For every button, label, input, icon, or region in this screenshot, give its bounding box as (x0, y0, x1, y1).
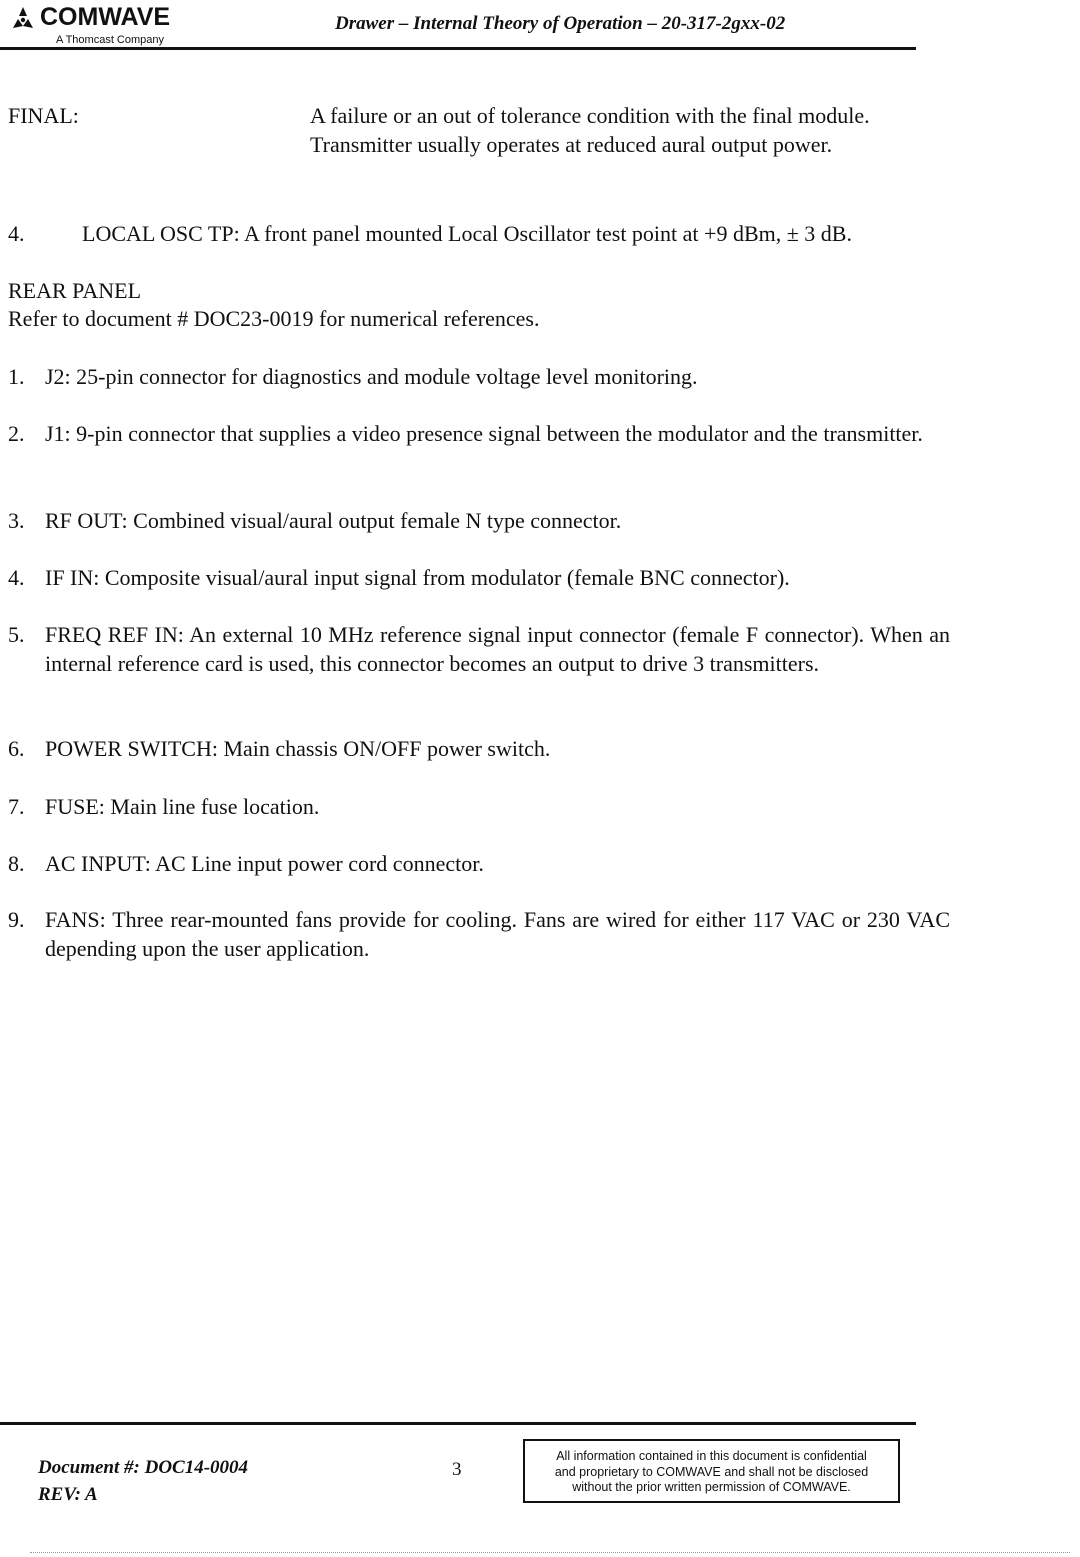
item-number: 4. (8, 565, 25, 590)
rear-panel-reference: Refer to document # DOC23-0019 for numerical references. (8, 306, 540, 331)
item-number: 1. (8, 364, 25, 389)
list-item: FREQ REF IN: An external 10 MHz reference signal input connector (female F connector). When an internal reference card is used, this connector becomes an output to drive 3 transmitters. (45, 622, 950, 676)
comwave-logo-icon (10, 6, 36, 32)
revision: REV: A (38, 1484, 98, 1505)
rear-panel-heading: REAR PANEL (8, 278, 142, 303)
confidentiality-notice (523, 1439, 900, 1503)
notice-line: All information contained in this document is confidential (556, 1449, 867, 1463)
scan-edge-line (30, 1552, 1070, 1554)
item-number: 6. (8, 736, 25, 761)
final-description-line1: A failure or an out of tolerance condition with the final module. (310, 103, 870, 128)
item-number: 8. (8, 851, 25, 876)
local-osc-number: 4. (8, 221, 25, 246)
item-number: 2. (8, 421, 25, 446)
list-item: FUSE: Main line fuse location. (45, 794, 320, 819)
local-osc-text: LOCAL OSC TP: A front panel mounted Local Oscillator test point at +9 dBm, ± 3 dB. (82, 221, 852, 246)
notice-line: without the prior written permission of COMWAVE. (572, 1480, 851, 1494)
page-number: 3 (452, 1459, 462, 1480)
item-number: 9. (8, 907, 25, 932)
footer-document-info (38, 1454, 248, 1508)
item-number: 5. (8, 622, 25, 647)
final-label: FINAL: (8, 103, 79, 128)
list-item: J1: 9-pin connector that supplies a video presence signal between the modulator and the transmitter. (45, 421, 923, 446)
notice-line: and proprietary to COMWAVE and shall not be disclosed (554, 1464, 869, 1479)
document-number: Document #: DOC14-0004 (38, 1457, 249, 1478)
list-item: IF IN: Composite visual/aural input signal from modulator (female BNC connector). (45, 565, 790, 590)
list-item: J2: 25-pin connector for diagnostics and module voltage level monitoring. (45, 364, 698, 389)
list-item: FANS: Three rear-mounted fans provide for cooling. Fans are wired for either 117 VAC or 230 VAC depending upon the user application. (45, 907, 950, 961)
final-description-line2: Transmitter usually operates at reduced aural output power. (310, 132, 833, 157)
document-title: Drawer – Internal Theory of Operation – 20-317-2gxx-02 (335, 13, 786, 34)
item-number: 7. (8, 794, 25, 819)
footer-rule (0, 1422, 916, 1425)
list-item: POWER SWITCH: Main chassis ON/OFF power switch. (45, 736, 551, 761)
header-rule (0, 47, 916, 50)
logo-subtitle: A Thomcast Company (56, 34, 165, 46)
item-number: 3. (8, 508, 25, 533)
list-item: RF OUT: Combined visual/aural output female N type connector. (45, 508, 622, 533)
list-item: AC INPUT: AC Line input power cord connector. (45, 851, 484, 876)
logo-text: COMWAVE (40, 3, 171, 31)
